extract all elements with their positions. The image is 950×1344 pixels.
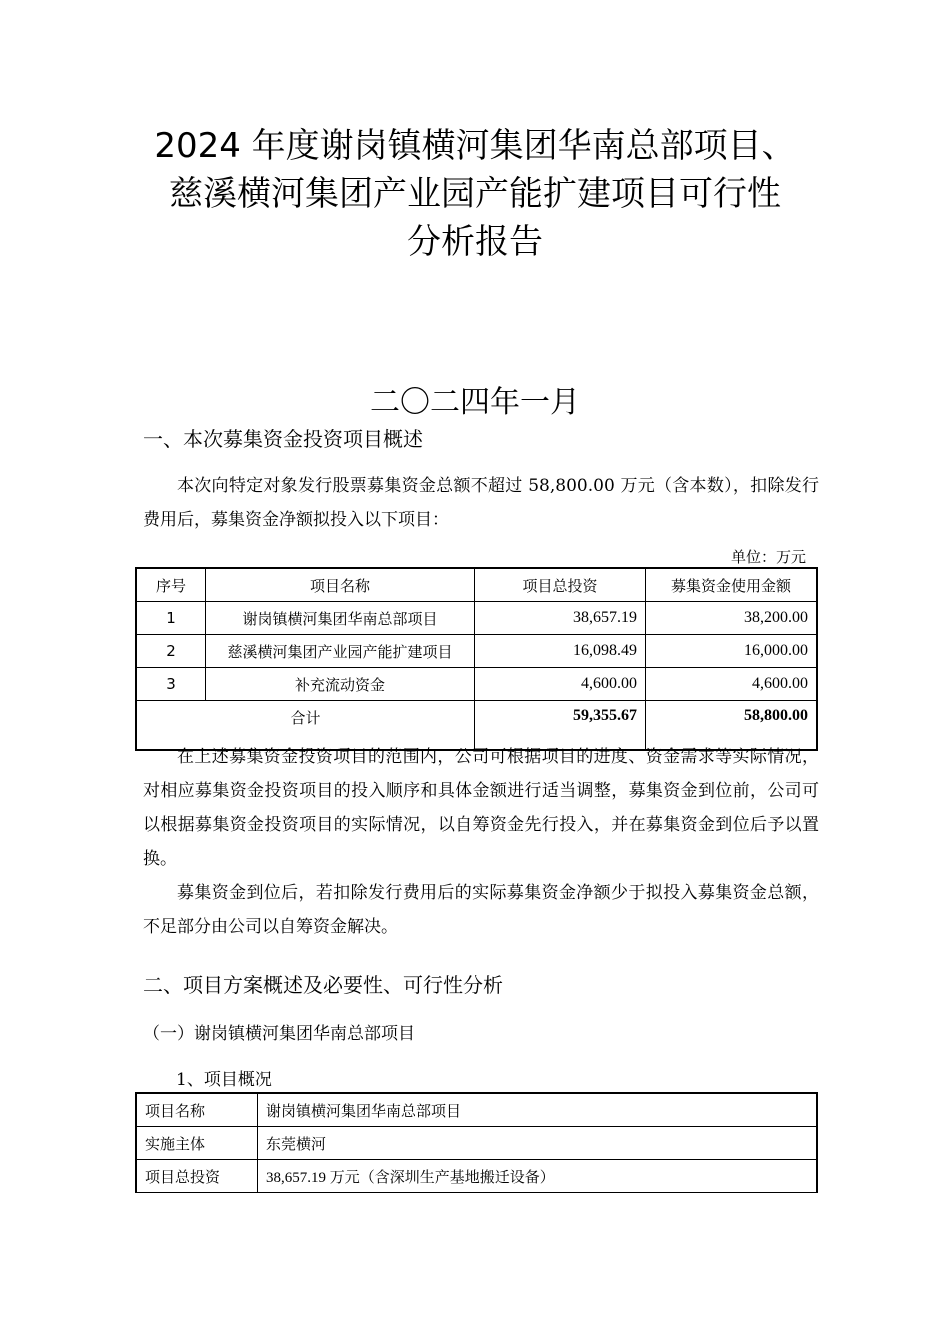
sub-subsection-heading: 1、项目概况	[176, 1070, 272, 1090]
overview-key: 实施主体	[136, 1127, 258, 1160]
overview-row	[136, 1093, 817, 1127]
overview-value: 东莞横河	[258, 1127, 818, 1160]
title-line-2: 慈溪横河集团产业园产能扩建项目可行性	[169, 174, 781, 214]
overview-value: 谢岗镇横河集团华南总部项目	[258, 1093, 818, 1127]
overview-row	[136, 1160, 817, 1193]
header-project-name: 项目名称	[206, 568, 475, 602]
section-1-heading: 一、本次募集资金投资项目概述	[143, 427, 423, 451]
row-raised-amount: 38,200.00	[646, 602, 818, 635]
section-1-intro-paragraph: 本次向特定对象发行股票募集资金总额不超过 58,800.00 万元（含本数），扣除发行费用后，募集资金净额拟投入以下项目：	[143, 476, 819, 530]
title-line-3: 分析报告	[407, 222, 543, 262]
row-no: 1	[136, 602, 206, 635]
document-date: 二〇二四年一月	[370, 385, 580, 420]
document-title	[0, 122, 950, 266]
overview-key: 项目总投资	[136, 1160, 258, 1193]
row-total-investment: 16,098.49	[475, 635, 646, 668]
header-raised-amount: 募集资金使用金额	[646, 568, 818, 602]
header-no: 序号	[136, 568, 206, 602]
row-project-name: 谢岗镇横河集团华南总部项目	[206, 602, 475, 635]
overview-key: 项目名称	[136, 1093, 258, 1127]
section-2-heading: 二、项目方案概述及必要性、可行性分析	[143, 973, 503, 997]
header-total-investment: 项目总投资	[475, 568, 646, 602]
table-header-row	[136, 568, 817, 602]
row-no: 3	[136, 668, 206, 701]
total-raised-sum: 58,800.00	[646, 701, 818, 751]
row-total-investment: 4,600.00	[475, 668, 646, 701]
section-1-adjustment-paragraph: 在上述募集资金投资项目的范围内，公司可根据项目的进度、资金需求等实际情况，对相应募集资金投资项目的投入顺序和具体金额进行适当调整，募集资金到位前，公司可以根据募集资金投资项目的实际情况，以自筹资金先行投入，并在募集资金到位后予以置换。	[143, 747, 819, 869]
table-unit-label: 单位：万元	[730, 548, 806, 566]
row-project-name: 补充流动资金	[206, 668, 475, 701]
project-overview-table	[135, 1092, 818, 1193]
fundraising-projects-table	[135, 567, 818, 751]
row-raised-amount: 16,000.00	[646, 635, 818, 668]
row-project-name: 慈溪横河集团产业园产能扩建项目	[206, 635, 475, 668]
row-raised-amount: 4,600.00	[646, 668, 818, 701]
row-no: 2	[136, 635, 206, 668]
table-row	[136, 602, 817, 635]
title-line-1: 2024 年度谢岗镇横河集团华南总部项目、	[154, 126, 796, 166]
overview-row	[136, 1127, 817, 1160]
overview-value: 38,657.19 万元（含深圳生产基地搬迁设备）	[258, 1160, 818, 1193]
table-row	[136, 668, 817, 701]
table-row	[136, 635, 817, 668]
subsection-heading: （一）谢岗镇横河集团华南总部项目	[143, 1024, 415, 1044]
total-label: 合计	[136, 701, 475, 751]
total-investment-sum: 59,355.67	[475, 701, 646, 751]
row-total-investment: 38,657.19	[475, 602, 646, 635]
section-1-shortfall-paragraph: 募集资金到位后，若扣除发行费用后的实际募集资金净额少于拟投入募集资金总额，不足部分由公司以自筹资金解决。	[143, 883, 819, 937]
